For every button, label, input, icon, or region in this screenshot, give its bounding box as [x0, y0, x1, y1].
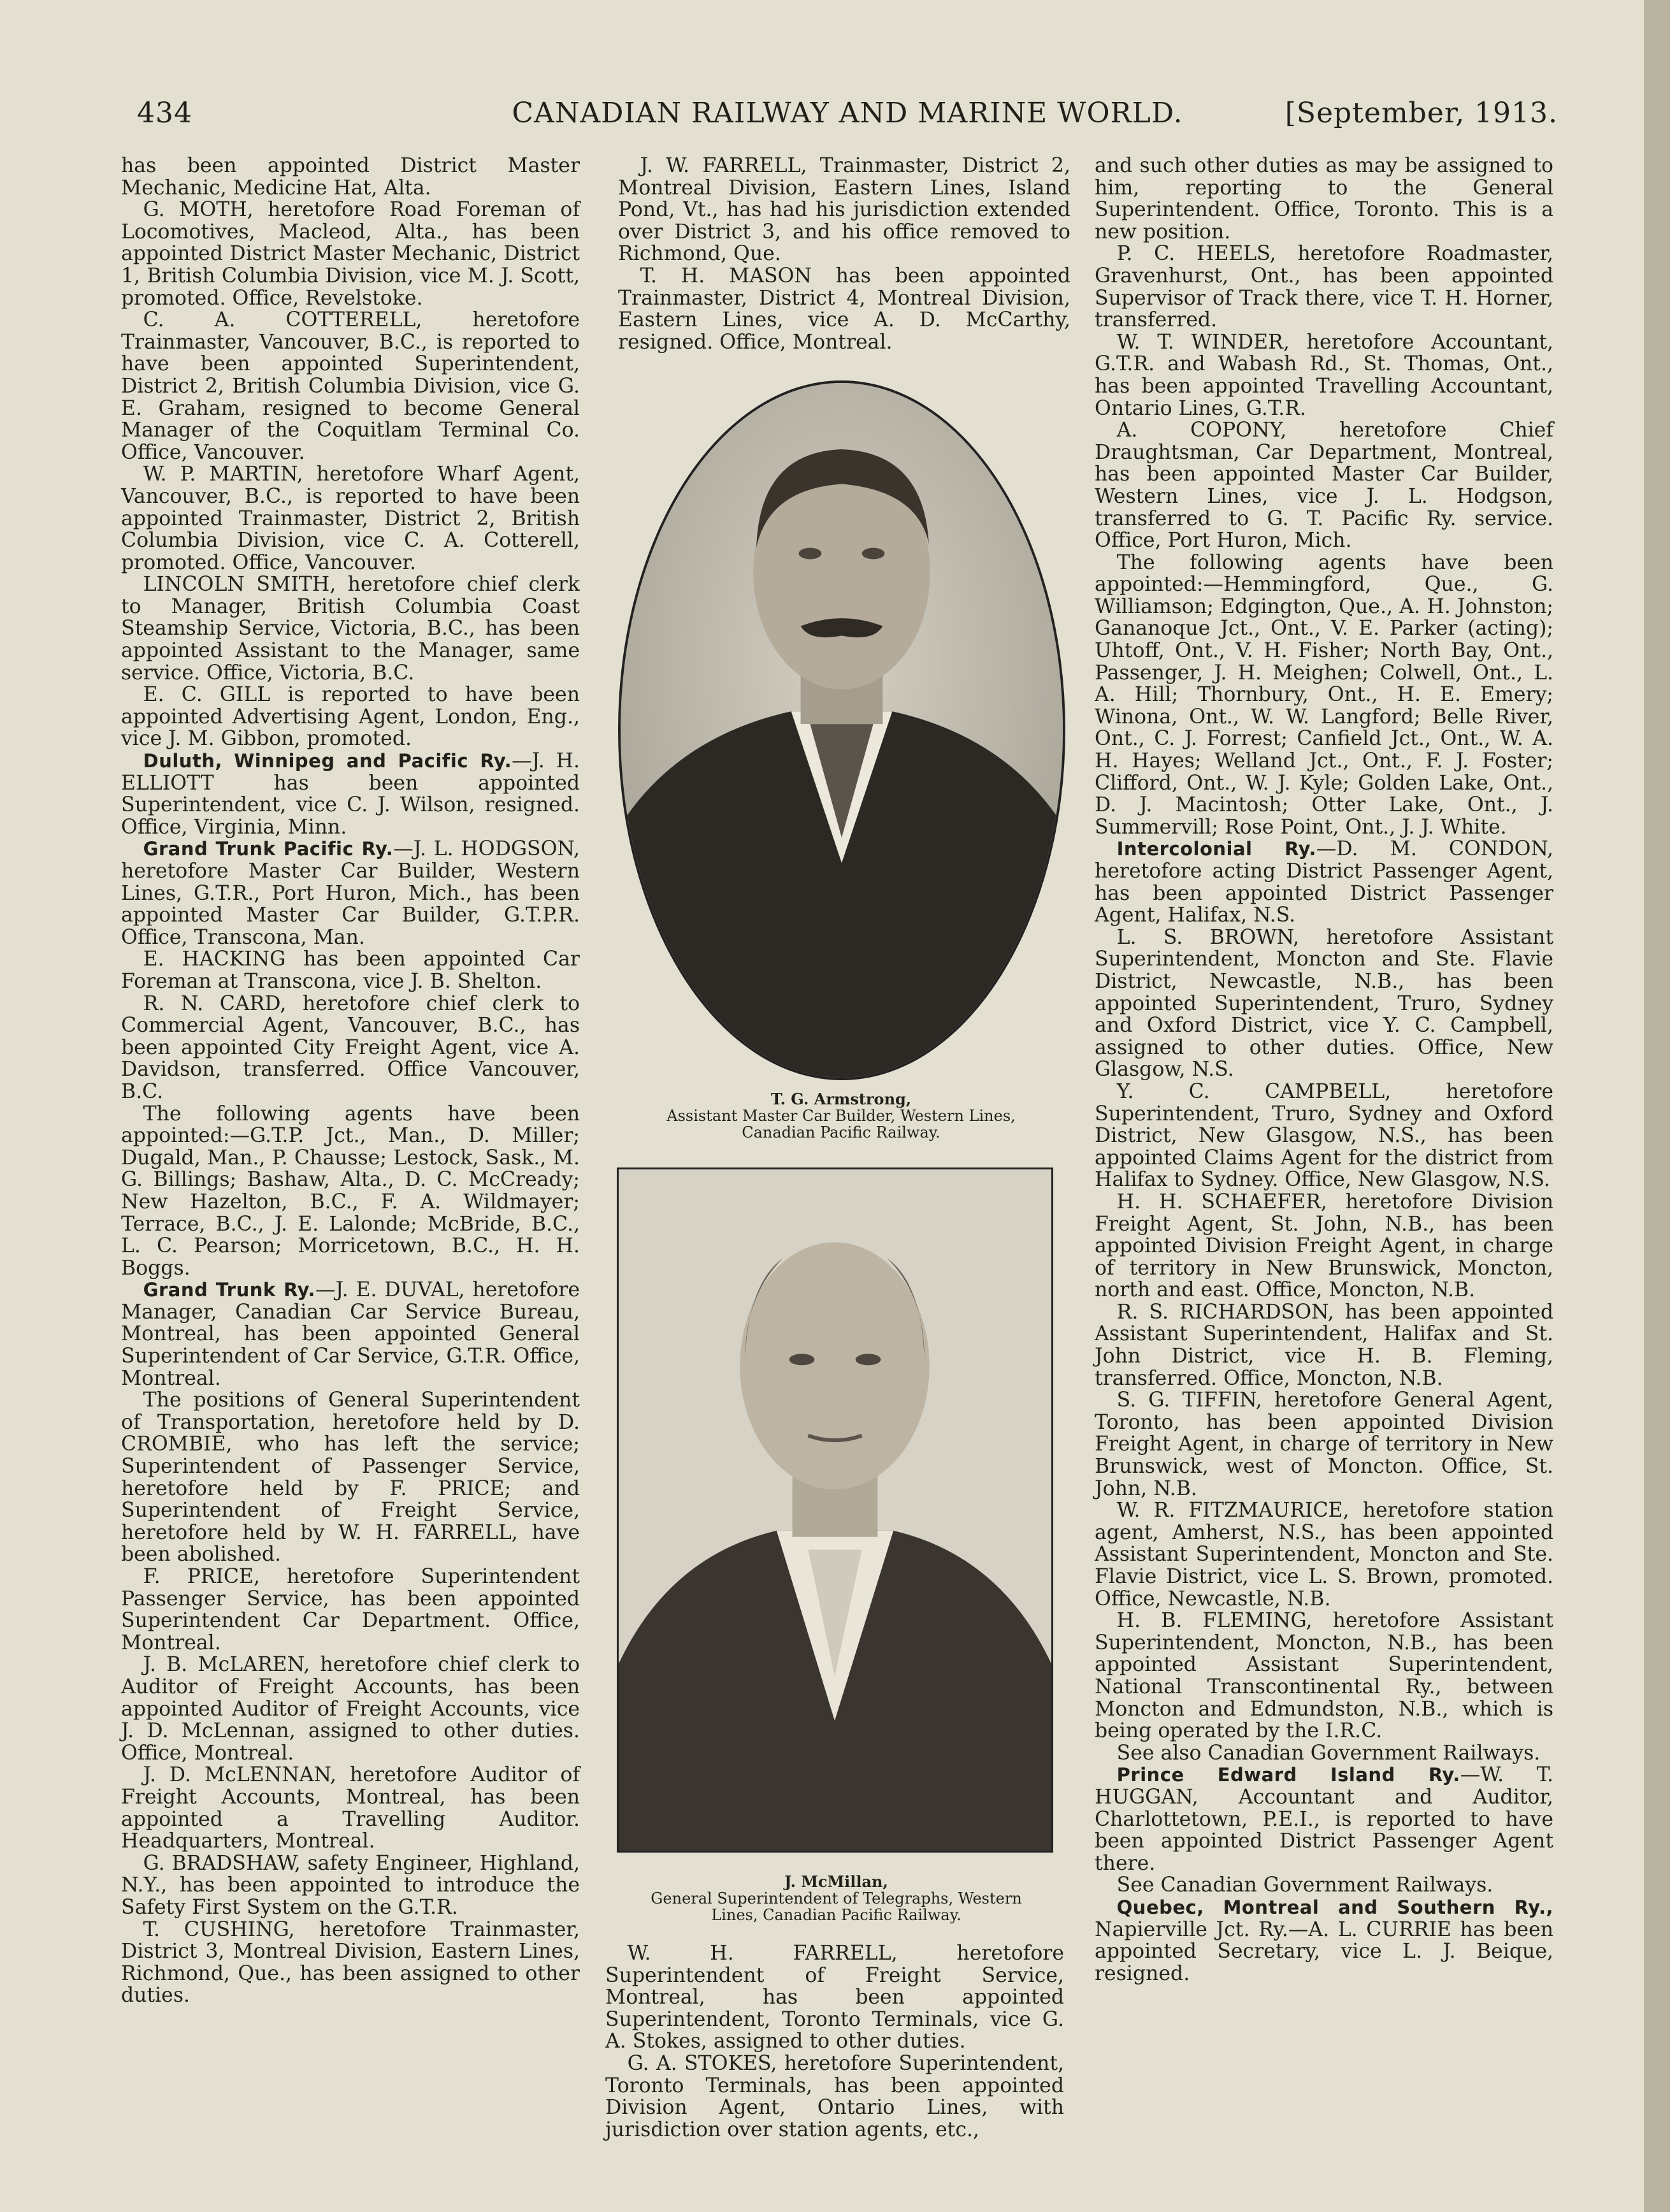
issue-date: [September, 1913.: [1285, 97, 1558, 129]
paragraph: T. H. MASON has been appointed Trainmaster, District 4, Montreal Division, Eastern Lines, vice A. D. McCarthy, resigned. Office, Montreal.: [618, 264, 1070, 354]
paragraph: See Canadian Government Railways.: [1116, 1874, 1494, 1897]
paragraph: R. S. RICHARDSON, has been appointed Assistant Superintendent, Halifax and St. John District, vice H. B. Fleming, transferred. Office, Moncton, N.B.: [1095, 1300, 1553, 1390]
paragraph: W. R. FITZMAURICE, heretofore station agent, Amherst, N.S., has been appointed Assistant Superintendent, Moncton and Ste. Flavie District, vice L. S. Brown, promoted. Office, Newcastle, N.B.: [1095, 1499, 1553, 1610]
paragraph: The positions of General Superintendent of Transportation, heretofore held by D. CROMBIE, who has left the service; Superintendent of Passenger Service, heretofore held by F. PRICE; and Superintendent of Freight Service, heretofore held by W. H. FARRELL, have been abolished.: [121, 1389, 580, 1566]
portrait-mcmillan: [617, 1167, 1053, 1853]
paragraph: J. B. McLAREN, heretofore chief clerk to Auditor of Freight Accounts, has been appointed Auditor of Freight Accounts, vice J. D. McLennan, assigned to other duties. Office, Montreal.: [121, 1653, 580, 1765]
column-2-bottom: [605, 1942, 1064, 2141]
paragraph: E. HACKING has been appointed Car Foreman at Transcona, vice J. B. Shelton.: [121, 948, 580, 993]
column-3: [1095, 155, 1553, 1984]
paragraph: The following agents have been appointed:—G.T.P. Jct., Man., D. Miller; Dugald, Man., P. Chausse; Lestock, Sask., M. G. Billings; Bashaw, Alta., D. C. McCready; New Hazelton, B.C., F. A. Wildmayer; Terrace, B.C., J. E. Lalonde; McBride, B.C., L. C. Pearson; Morricetown, B.C., H. H. Boggs.: [121, 1102, 580, 1280]
column-2-top: [618, 155, 1070, 353]
paragraph: E. C. GILL is reported to have been appointed Advertising Agent, London, Eng., vice J. M. Gibbon, promoted.: [121, 683, 580, 751]
section-heading: Prince Edward Island Ry.: [1116, 1764, 1460, 1786]
paragraph: W. P. MARTIN, heretofore Wharf Agent, Vancouver, B.C., is reported to have been appointed Trainmaster, District 2, British Columbia Division, vice C. A. Cotterell, promoted. Office, Vancouver.: [121, 463, 580, 574]
section-text: —D. M. CONDON, heretofore acting District Passenger Agent, has been appointed District Passenger Agent, Halifax, N.S.: [1095, 837, 1553, 927]
caption-name: T. G. Armstrong,: [770, 1090, 912, 1108]
caption-line: Assistant Master Car Builder, Western Lines,: [666, 1107, 1016, 1125]
section-text: Napierville Jct. Ry.—A. L. CURRIE has been appointed Secretary, vice L. J. Beique, resigned.: [1095, 1918, 1553, 1985]
photo-caption: [602, 1874, 1070, 1923]
paragraph: The following agents have been appointed:—Hemmingford, Que., G. Williamson; Edgington, Que., A. H. Johnston; Gananoque Jct., Ont., V. E. Parker (acting); Uhtoff, Ont., V. H. Fisher; North Bay, Ont., Passenger, J. H. Meighen; Colwell, Ont., L. A. Hill; Thornbury, Ont., H. E. Emery; Winona, Ont., W. W. Langford; Belle River, Ont., C. J. Forrest; Canfield Jct., Ont., W. A. H. Hayes; Welland Jct., Ont., F. J. Foster; Clifford, Ont., W. J. Kyle; Golden Lake, Ont., D. J. Macintosh; Otter Lake, Ont., J. Summervill; Rose Point, Ont., J. J. White.: [1095, 551, 1553, 839]
section-heading: Grand Trunk Pacific Ry.: [143, 838, 394, 860]
portrait-armstrong: [618, 380, 1065, 1080]
page-edge: [1644, 0, 1670, 2212]
paragraph: H. H. SCHAEFER, heretofore Division Freight Agent, St. John, N.B., has been appointed Division Freight Agent, in charge of territory in New Brunswick, Moncton, north and east. Office, Moncton, N.B.: [1095, 1190, 1553, 1302]
section-paragraph: [121, 1279, 580, 1389]
paragraph: LINCOLN SMITH, heretofore chief clerk to Manager, British Columbia Coast Steamship Service, Victoria, B.C., has been appointed Assistant to the Manager, same service. Office, Victoria, B.C.: [121, 573, 580, 684]
section-text: —J. L. HODGSON, heretofore Master Car Builder, Western Lines, G.T.R., Port Huron, Mich., has been appointed Master Car Builder, G.T.P.R. Office, Transcona, Man.: [121, 837, 580, 949]
section-heading: Quebec, Montreal and Southern Ry.,: [1116, 1896, 1553, 1918]
paragraph: A. COPONY, heretofore Chief Draughtsman, Car Department, Montreal, has been appointed Master Car Builder, Western Lines, vice J. L. Hodgson, transferred to G. T. Pacific Ry. service. Office, Port Huron, Mich.: [1095, 419, 1553, 553]
paragraph: F. PRICE, heretofore Superintendent Passenger Service, has been appointed Superintendent Car Department. Office, Montreal.: [121, 1565, 580, 1654]
section-paragraph: [1095, 1897, 1553, 1984]
paragraph: C. A. COTTERELL, heretofore Trainmaster, Vancouver, B.C., is reported to have been appointed Superintendent, District 2, British Columbia Division, vice G. E. Graham, resigned to become General Manager of the Coquitlam Terminal Co. Office, Vancouver.: [121, 308, 580, 464]
paragraph: G. MOTH, heretofore Road Foreman of Locomotives, Macleod, Alta., has been appointed District Master Mechanic, District 1, British Columbia Division, vice M. J. Scott, promoted. Office, Revelstoke.: [121, 198, 580, 310]
paragraph: G. BRADSHAW, safety Engineer, Highland, N.Y., has been appointed to introduce the Safety First System on the G.T.R.: [121, 1851, 580, 1919]
paragraph: R. N. CARD, heretofore chief clerk to Commercial Agent, Vancouver, B.C., has been appointed City Freight Agent, vice A. Davidson, transferred. Office Vancouver, B.C.: [121, 992, 580, 1103]
caption-line: Lines, Canadian Pacific Railway.: [711, 1906, 961, 1924]
portrait-illustration: [619, 1169, 1051, 1851]
paragraph: has been appointed District Master Mechanic, Medicine Hat, Alta.: [121, 154, 580, 199]
portrait-illustration: [621, 383, 1063, 1078]
paragraph: W. H. FARRELL, heretofore Superintendent of Freight Service, Montreal, has been appointed Superintendent, Toronto Terminals, vice G. A. Stokes, assigned to other duties.: [605, 1942, 1064, 2053]
column-1: [121, 155, 580, 2007]
paragraph: J. D. McLENNAN, heretofore Auditor of Freight Accounts, Montreal, has been appointed a Travelling Auditor. Headquarters, Montreal.: [121, 1763, 580, 1853]
section-text: —W. T. HUGGAN, Accountant and Auditor, Charlottetown, P.E.I., is reported to have been appointed District Passenger Agent there.: [1095, 1763, 1554, 1875]
paragraph: P. C. HEELS, heretofore Roadmaster, Gravenhurst, Ont., has been appointed Supervisor of Track there, vice T. H. Horner, transferred.: [1095, 242, 1553, 332]
section-paragraph: [1095, 1764, 1553, 1874]
photo-caption: [612, 1091, 1070, 1141]
paragraph: W. T. WINDER, heretofore Accountant, G.T.R. and Wabash Rd., St. Thomas, Ont., has been appointed Travelling Accountant, Ontario Lines, G.T.R.: [1095, 330, 1553, 420]
running-header: [137, 94, 1558, 139]
section-paragraph: [121, 838, 580, 948]
section-text: —J. H. ELLIOTT has been appointed Superintendent, vice C. J. Wilson, resigned. Office, Virginia, Minn.: [121, 749, 580, 839]
paragraph: J. W. FARRELL, Trainmaster, District 2, Montreal Division, Eastern Lines, Island Pond, Vt., has had his jurisdiction extended over District 3, and his office removed to Richmond, Que.: [618, 154, 1070, 266]
paragraph: Y. C. CAMPBELL, heretofore Superintendent, Truro, Sydney and Oxford District, New Glasgow, N.S., has been appointed Claims Agent for the district from Halifax to Sydney. Office, New Glasgow, N.S.: [1095, 1080, 1553, 1192]
publication-title: CANADIAN RAILWAY AND MARINE WORLD.: [512, 97, 1183, 129]
paragraph: L. S. BROWN, heretofore Assistant Superintendent, Moncton and Ste. Flavie District, Newcastle, N.B., has been appointed Superintendent, Truro, Sydney and Oxford District, vice Y. C. Campbell, assigned to other duties. Office, New Glasgow, N.S.: [1095, 925, 1553, 1081]
paragraph: and such other duties as may be assigned to him, reporting to the General Superintendent. Office, Toronto. This is a new position.: [1095, 154, 1553, 243]
section-heading: Grand Trunk Ry.: [143, 1279, 315, 1301]
caption-line: General Superintendent of Telegraphs, Western: [651, 1890, 1022, 1907]
paragraph: H. B. FLEMING, heretofore Assistant Superintendent, Moncton, N.B., has been appointed Assistant Superintendent, National Transcontinental Ry., between Moncton and Edmundston, N.B., which is being operated by the I.R.C.: [1095, 1609, 1553, 1743]
page-number: 434: [137, 97, 192, 129]
section-text: —J. E. DUVAL, heretofore Manager, Canadian Car Service Bureau, Montreal, has been appointed General Superintendent of Car Service, G.T.R. Office, Montreal.: [121, 1278, 580, 1390]
section-paragraph: [121, 750, 580, 838]
paragraph: See also Canadian Government Railways.: [1116, 1741, 1541, 1765]
caption-name: J. McMillan,: [784, 1872, 888, 1891]
caption-line: Canadian Pacific Railway.: [742, 1124, 940, 1141]
paragraph: S. G. TIFFIN, heretofore General Agent, Toronto, has been appointed Division Freight Agent, in charge of territory in New Brunswick, west of Moncton. Office, St. John, N.B.: [1095, 1389, 1553, 1500]
section-heading: Duluth, Winnipeg and Pacific Ry.: [143, 750, 512, 772]
paragraph: T. CUSHING, heretofore Trainmaster, District 3, Montreal Division, Eastern Lines, Richmond, Que., has been assigned to other duties.: [121, 1918, 580, 2007]
paragraph: G. A. STOKES, heretofore Superintendent, Toronto Terminals, has been appointed Division Agent, Ontario Lines, with jurisdiction over station agents, etc.,: [605, 2051, 1064, 2141]
section-paragraph: [1095, 838, 1553, 926]
section-heading: Intercolonial Ry.: [1116, 838, 1316, 860]
